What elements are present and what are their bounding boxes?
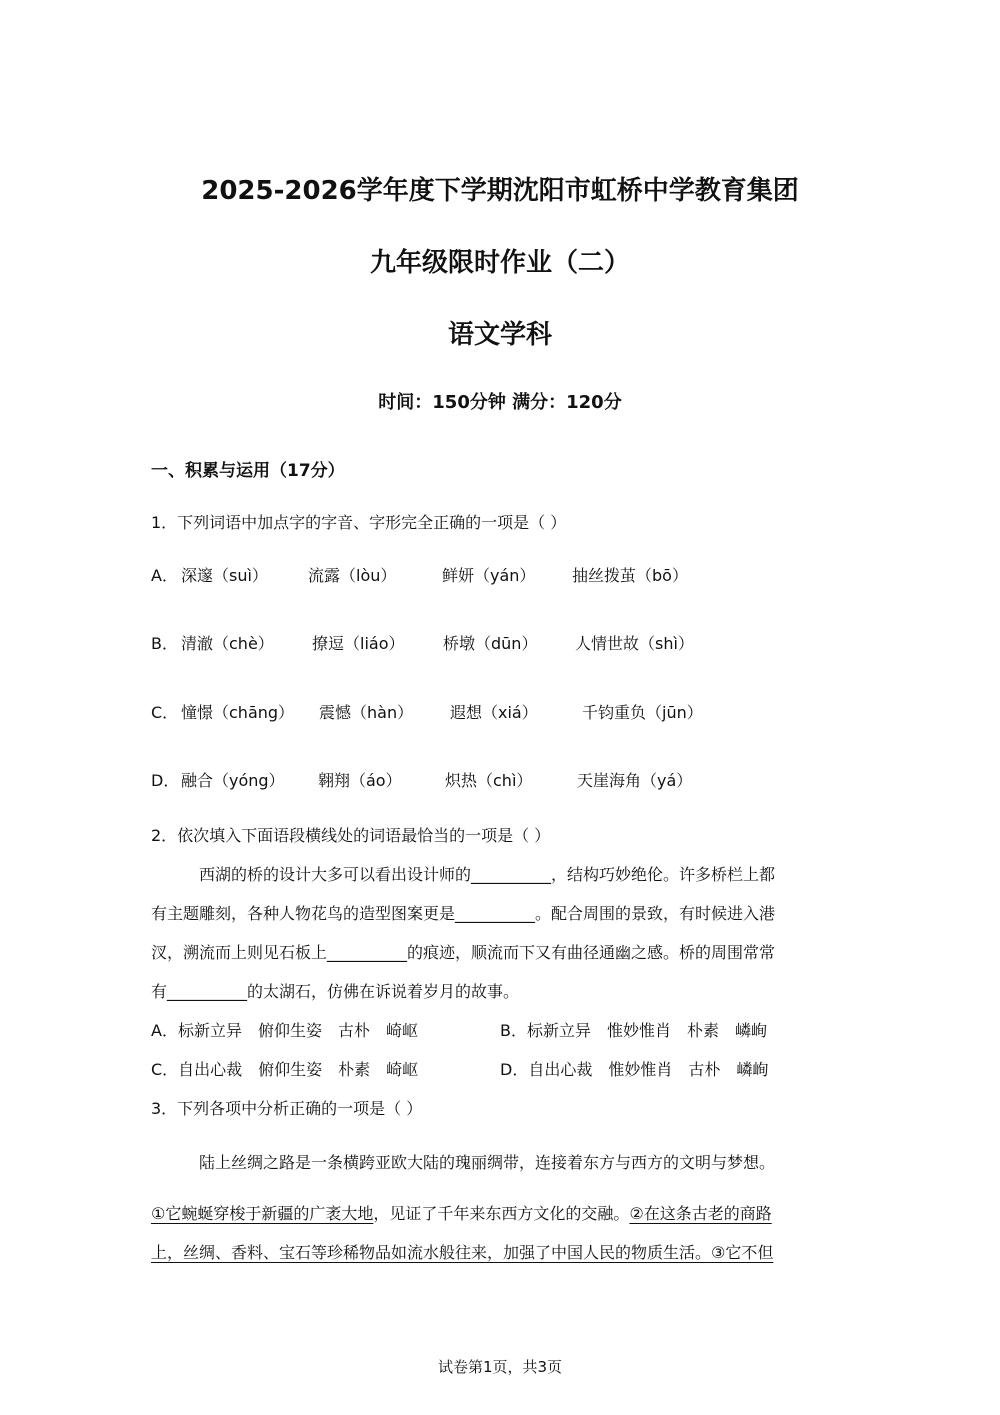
option-item: 清澈（chè） bbox=[181, 634, 274, 653]
option-item: 抽丝拨茧（bō） bbox=[572, 566, 688, 585]
q2-passage-line: 有__________的太湖石，仿佛在诉说着岁月的故事。 bbox=[151, 982, 520, 1001]
option-item: 天崖海角（yá） bbox=[577, 771, 693, 790]
underlined-sentence-3: ③它不但 bbox=[711, 1243, 774, 1262]
option-item: 憧憬（chāng） bbox=[181, 703, 295, 722]
q2-passage-line: 汊，溯流而上则见石板上__________的痕迹，顺流而下又有曲径通幽之感。桥的周围常常 bbox=[151, 943, 776, 962]
plain-text: ，见证了千年来东西方文化的交融。 bbox=[373, 1204, 630, 1223]
option-item: 遐想（xiá） bbox=[450, 703, 538, 722]
subject-title: 语文学科 bbox=[447, 320, 552, 350]
option-item: 翱翔（áo） bbox=[318, 771, 402, 790]
q2-choice-c: C．自出心裁 俯仰生姿 朴素 崎岖 bbox=[151, 1060, 419, 1079]
option-label: D． bbox=[151, 771, 180, 790]
option-item: 人情世故（shì） bbox=[575, 634, 694, 653]
option-item: 深邃（suì） bbox=[181, 566, 268, 585]
q3-passage-line: 陆上丝绸之路是一条横跨亚欧大陆的瑰丽绸带，连接着东方与西方的文明与梦想。 bbox=[199, 1153, 776, 1172]
exam-title: 2025-2026学年度下学期沈阳市虹桥中学教育集团 bbox=[201, 176, 799, 206]
exam-subtitle: 九年级限时作业（二） bbox=[369, 248, 630, 278]
option-item: 流露（lòu） bbox=[308, 566, 397, 585]
question-3-stem: 3．下列各项中分析正确的一项是（ ） bbox=[151, 1099, 423, 1118]
q2-passage-line: 有主题雕刻，各种人物花鸟的造型图案更是__________。配合周围的景致，有时候进入港 bbox=[151, 904, 776, 923]
option-item: 桥墩（dūn） bbox=[443, 634, 538, 653]
option-item: 震憾（hàn） bbox=[319, 703, 414, 722]
option-label: A． bbox=[151, 566, 178, 585]
question-1-stem: 1．下列词语中加点字的字音、字形完全正确的一项是（ ） bbox=[151, 513, 567, 532]
q3-passage-line bbox=[151, 1201, 772, 1224]
q2-choice-b: B．标新立异 惟妙惟肖 朴素 嶙峋 bbox=[500, 1021, 767, 1040]
underlined-sentence-2-cont: 上，丝绸、香料、宝石等珍稀物品如流水般往来，加强了中国人民的物质生活。 bbox=[151, 1243, 712, 1262]
page-footer: 试卷第1页，共3页 bbox=[437, 1358, 563, 1376]
option-label: C． bbox=[151, 703, 179, 722]
underlined-sentence-1: ①它蜿蜒穿梭于新疆的广袤大地 bbox=[151, 1204, 374, 1223]
q2-passage-line: 西湖的桥的设计大多可以看出设计师的__________，结构巧妙绝伦。许多桥栏上都 bbox=[199, 865, 776, 884]
option-item: 千钧重负（jūn） bbox=[582, 703, 703, 722]
q3-passage-line bbox=[151, 1240, 773, 1263]
question-2-stem: 2．依次填入下面语段横线处的词语最恰当的一项是（ ） bbox=[151, 826, 551, 845]
q2-choice-d: D．自出心裁 惟妙惟肖 古朴 嶙峋 bbox=[500, 1060, 769, 1079]
exam-info: 时间：150分钟 满分：120分 bbox=[378, 392, 622, 413]
option-item: 撩逗（liáo） bbox=[312, 634, 405, 653]
option-item: 鲜妍（yán） bbox=[442, 566, 536, 585]
option-label: B． bbox=[151, 634, 178, 653]
underlined-sentence-2: ②在这条古老的商路 bbox=[629, 1204, 772, 1223]
section-heading: 一、积累与运用（17分） bbox=[151, 461, 345, 481]
q2-choice-a: A．标新立异 俯仰生姿 古朴 崎岖 bbox=[151, 1021, 418, 1040]
option-item: 炽热（chì） bbox=[445, 771, 533, 790]
option-item: 融合（yóng） bbox=[181, 771, 285, 790]
